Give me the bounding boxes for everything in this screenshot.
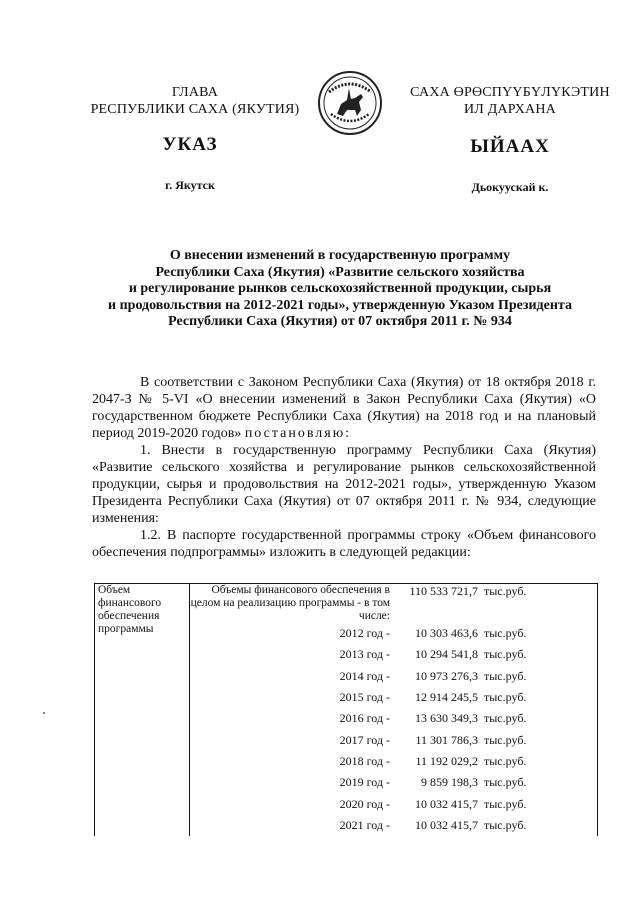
issuer-left-line2: РЕСПУБЛИКИ САХА (ЯКУТИЯ)	[90, 102, 300, 117]
row-year: 2016 год -	[339, 711, 390, 726]
financing-values	[190, 584, 598, 836]
row-unit: тыс.руб.	[484, 775, 527, 790]
row-unit: тыс.руб.	[484, 796, 527, 811]
subject-line: Республики Саха (Якутия) от 07 октября 2011 г. № 934	[168, 314, 512, 329]
table-row	[190, 708, 597, 729]
row-year: 2015 год -	[339, 690, 390, 705]
doc-title-right: ЫЙААХ	[470, 136, 550, 157]
row-value: 10 032 415,7	[415, 817, 478, 832]
subject-line: О внесении изменений в государственную программу	[169, 248, 511, 263]
issuer-left-line1: ГЛАВА	[171, 85, 219, 100]
row-year: 2021 год -	[339, 817, 390, 832]
table-row	[190, 793, 597, 814]
scan-speck	[43, 712, 45, 714]
table-row	[190, 687, 597, 708]
emblem-icon	[317, 70, 383, 136]
city-right: Дьокуускай к.	[471, 180, 549, 194]
row-unit: тыс.руб.	[484, 732, 527, 747]
resolve-word: постановляю:	[244, 426, 352, 441]
row-value: 13 630 349,3	[415, 711, 478, 726]
year-rows	[190, 623, 597, 836]
doc-title-left: УКАЗ	[162, 134, 218, 155]
row-unit: тыс.руб.	[484, 668, 527, 683]
paragraph-preamble	[92, 374, 596, 442]
row-year: 2013 год -	[339, 647, 390, 662]
row-value: 12 914 245,5	[415, 690, 478, 705]
row-unit: тыс.руб.	[484, 753, 527, 768]
table-head-row	[190, 584, 597, 623]
paragraph-item-1: 1. Внести в государственную программу Республики Саха (Якутия) «Развитие сельского хозяйства и регулирование рынков сельскохозяйственной продукции, сырья и продовольствия на 2012-2021 годы», утвержденную Указом Президента Республики Саха (Якутия) от 07 октября 2011 г. № 934, следующие изменения:	[92, 443, 596, 526]
issuer-right	[395, 84, 625, 118]
table-row	[190, 751, 597, 772]
row-unit: тыс.руб.	[484, 711, 527, 726]
issuer-right-line1: САХА ӨРӨСПҮҮБҮЛҮКЭТИН	[410, 85, 610, 100]
row-value: 11 192 029,2	[415, 753, 478, 768]
total-value: 110 533 721,7	[409, 584, 478, 598]
row-year: 2012 год -	[339, 626, 390, 641]
row-value: 9 859 198,3	[421, 775, 478, 790]
financing-table	[94, 583, 598, 836]
table-row	[190, 666, 597, 687]
city-left: г. Якутск	[165, 178, 215, 192]
preamble-text: В соответствии с Законом Республики Саха (Якутия) от 18 октября 2018 г. 2047-З № 5-VI «О внесении изменений в Закон Республики Саха (Якутия) «О государственном бюджете Республики Саха (Якутия) на 2018 год и на плановый период 2019-2020 годов»	[92, 375, 596, 441]
row-unit: тыс.руб.	[484, 626, 527, 641]
subject-line: и продовольствия на 2012-2021 годы», утвержденную Указом Президента	[108, 297, 572, 313]
decree-body	[92, 374, 596, 561]
row-year: 2019 год -	[339, 775, 390, 790]
row-unit: тыс.руб.	[484, 817, 527, 832]
row-value: 10 294 541,8	[415, 647, 478, 662]
subject-line: и регулирование рынков сельскохозяйственной продукции, сырья	[128, 281, 552, 296]
decree-subject	[70, 248, 610, 331]
row-unit: тыс.руб.	[484, 690, 527, 705]
row-value: 11 301 786,3	[415, 732, 478, 747]
row-unit: тыс.руб.	[484, 647, 527, 662]
row-year: 2020 год -	[339, 796, 390, 811]
financing-label: Объем финансового обеспечения программы	[95, 584, 190, 836]
subject-line: Республики Саха (Якутия) «Развитие сельского хозяйства	[155, 264, 525, 280]
row-year: 2014 год -	[339, 668, 390, 683]
issuer-right-line2: ИЛ ДАРХАНА	[463, 102, 556, 117]
row-value: 10 973 276,3	[415, 668, 478, 683]
issuer-left	[70, 84, 320, 118]
table-row	[190, 644, 597, 665]
table-row	[190, 623, 597, 644]
paragraph-item-1-2: 1.2. В паспорте государственной программы строку «Объем финансового обеспечения подпрограммы» изложить в следующей редакции:	[92, 528, 596, 560]
row-value: 10 303 463,6	[415, 626, 478, 641]
table-row	[190, 815, 597, 836]
row-year: 2017 год -	[339, 732, 390, 747]
table-row	[190, 729, 597, 750]
row-value: 10 032 415,7	[415, 796, 478, 811]
row-year: 2018 год -	[339, 753, 390, 768]
table-row	[190, 772, 597, 793]
total-description: Объемы финансового обеспечения в целом на реализацию программы - в том числе:	[190, 584, 390, 622]
total-unit: тыс.руб.	[484, 584, 527, 598]
